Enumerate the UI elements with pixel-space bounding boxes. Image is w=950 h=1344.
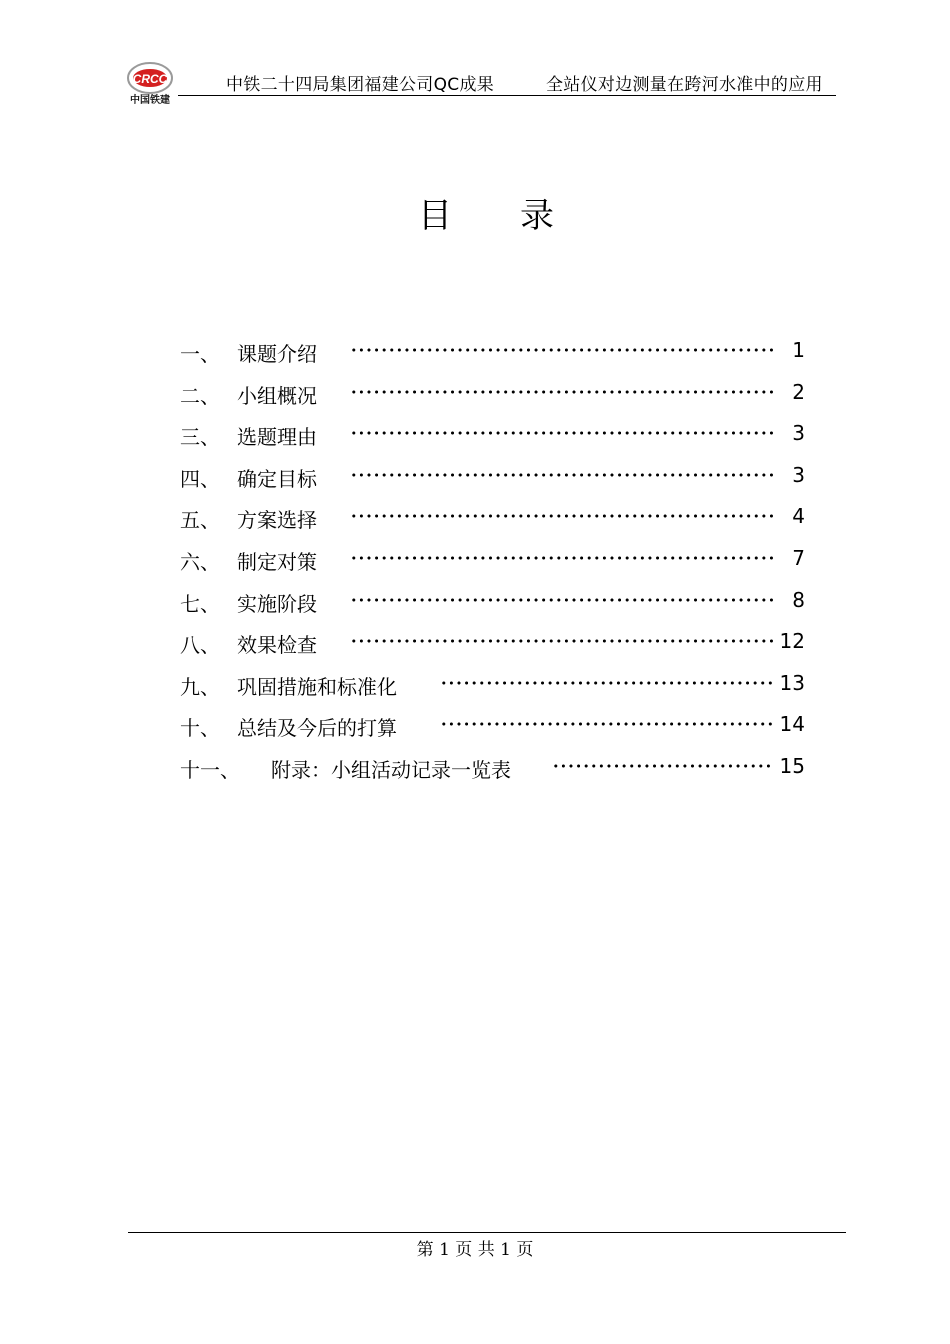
toc-entry — [0, 704, 950, 746]
toc-entry — [0, 663, 950, 705]
toc-page-number: 14 — [779, 712, 805, 736]
toc-leader-dots — [552, 764, 774, 768]
title-char-2: 录 — [520, 196, 554, 236]
toc-label: 总结及今后的打算 — [237, 716, 397, 740]
toc-entry — [0, 330, 950, 372]
toc-leader-dots — [350, 431, 774, 435]
toc-label: 课题介绍 — [237, 342, 317, 366]
toc-page-number: 7 — [792, 546, 805, 570]
footer-divider — [128, 1232, 846, 1233]
toc-page-number: 3 — [792, 421, 805, 445]
page-footer — [0, 1235, 950, 1260]
toc-number: 八、 — [180, 633, 220, 657]
toc-leader-dots — [440, 722, 774, 726]
toc-label: 小组概况 — [237, 384, 317, 408]
toc-label: 制定对策 — [237, 550, 317, 574]
toc-label: 效果检查 — [237, 633, 317, 657]
toc-entry — [0, 746, 950, 788]
toc-leader-dots — [350, 390, 774, 394]
toc-label: 方案选择 — [237, 508, 317, 532]
toc-page-number: 1 — [792, 338, 805, 362]
logo-caption: 中国铁建 — [130, 95, 170, 106]
toc-number: 二、 — [180, 384, 220, 408]
toc-label: 确定目标 — [237, 467, 317, 491]
toc-entry — [0, 580, 950, 622]
toc-leader-dots — [350, 556, 774, 560]
toc-entry — [0, 538, 950, 580]
toc-leader-dots — [350, 514, 774, 518]
toc-entry — [0, 455, 950, 497]
toc-page-number: 12 — [779, 629, 805, 653]
toc-page-number: 15 — [779, 754, 805, 778]
toc-page-number: 8 — [792, 588, 805, 612]
toc-page-number: 4 — [792, 504, 805, 528]
toc-leader-dots — [350, 348, 774, 352]
toc-leader-dots — [350, 598, 774, 602]
toc-leader-dots — [440, 681, 774, 685]
toc-label: 附录：小组活动记录一览表 — [271, 758, 511, 782]
toc-number: 六、 — [180, 550, 220, 574]
toc-number: 五、 — [180, 508, 220, 532]
toc-page-number: 13 — [779, 671, 805, 695]
toc-page-number: 2 — [792, 380, 805, 404]
toc-label: 选题理由 — [237, 425, 317, 449]
toc-entry — [0, 621, 950, 663]
toc-number: 七、 — [180, 592, 220, 616]
toc-number: 九、 — [180, 675, 220, 699]
toc-page-number: 3 — [792, 463, 805, 487]
toc-entry — [0, 372, 950, 414]
toc-number: 三、 — [180, 425, 220, 449]
toc-entry — [0, 496, 950, 538]
toc-number: 十、 — [180, 716, 220, 740]
header-divider — [178, 95, 836, 96]
company-logo — [124, 58, 176, 106]
logo-text: CRCC — [132, 72, 168, 86]
footer-page-info: 第 1 页 共 1 页 — [416, 1240, 534, 1260]
toc-entry — [0, 413, 950, 455]
toc-leader-dots — [350, 639, 774, 643]
toc-number: 四、 — [180, 467, 220, 491]
title-char-1: 目 — [418, 196, 452, 236]
toc-number: 一、 — [180, 342, 220, 366]
toc-label: 实施阶段 — [237, 592, 317, 616]
header-left-text: 中铁二十四局集团福建公司QC成果 — [226, 75, 495, 95]
page-header — [0, 0, 950, 110]
toc-leader-dots — [350, 473, 774, 477]
header-right-text: 全站仪对边测量在跨河水准中的应用 — [546, 75, 823, 95]
toc-number: 十一、 — [180, 758, 240, 782]
toc-label: 巩固措施和标准化 — [237, 675, 397, 699]
